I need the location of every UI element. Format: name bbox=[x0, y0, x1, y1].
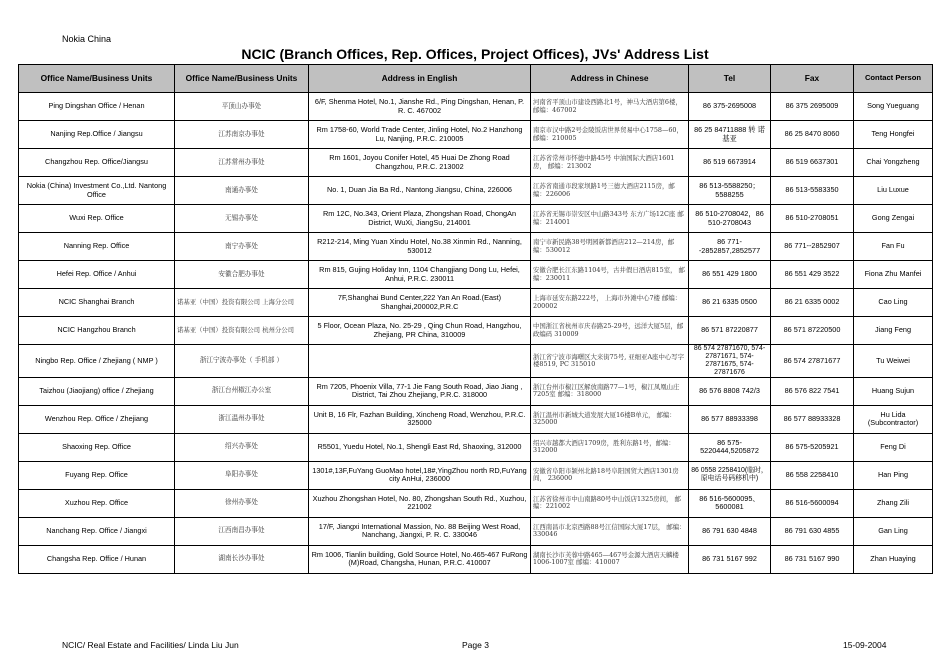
contact-person: Zhang Zili bbox=[854, 489, 933, 517]
office-name-en: Nanchang Rep. Office / Jiangxi bbox=[19, 517, 175, 545]
address-cn: 南京市汉中路2号金陵饭店世界贸易中心1758—60， 邮编：210005 bbox=[531, 121, 689, 149]
tel: 86 771--2852857,2852577 bbox=[689, 233, 771, 261]
tel: 86 576 8808 742/3 bbox=[689, 377, 771, 405]
fax: 86 577 88933328 bbox=[771, 405, 854, 433]
contact-person: Gan Ling bbox=[854, 517, 933, 545]
table-row bbox=[19, 517, 933, 545]
address-en: 1301#,13F,FuYang GuoMao hotel,18#,YingZhou north RD,FuYang city AnHui, 236000 bbox=[309, 461, 531, 489]
contact-person: Cao Ling bbox=[854, 289, 933, 317]
office-name-cn: 绍兴办事处 bbox=[175, 433, 309, 461]
table-row bbox=[19, 289, 933, 317]
office-name-en: NCIC Shanghai Branch bbox=[19, 289, 175, 317]
contact-person: Hu Lida (Subcontractor) bbox=[854, 405, 933, 433]
office-name-cn: 浙江台州椒江办公室 bbox=[175, 377, 309, 405]
table-row bbox=[19, 233, 933, 261]
fax: 86 25 8470 8060 bbox=[771, 121, 854, 149]
contact-person: Teng Hongfei bbox=[854, 121, 933, 149]
address-en: 6/F, Shenma Hotel, No.1, Jianshe Rd., Ping Dingshan, Henan, P. R. C. 467002 bbox=[309, 93, 531, 121]
fax: 86 551 429 3522 bbox=[771, 261, 854, 289]
fax: 86 571 87220500 bbox=[771, 317, 854, 345]
fax: 86 558 2258410 bbox=[771, 461, 854, 489]
office-name-en: Hefei Rep. Office / Anhui bbox=[19, 261, 175, 289]
fax: 86 731 5167 990 bbox=[771, 545, 854, 573]
office-name-cn: 无锡办事处 bbox=[175, 205, 309, 233]
fax: 86 510-2708051 bbox=[771, 205, 854, 233]
address-en: Rm 1601, Joyou Conifer Hotel, 45 Huai De Zhong Road Changzhou, P.R.C. 213002 bbox=[309, 149, 531, 177]
address-cn: 安徽合肥长江东路1104号，古井假日酒店815室， 邮编：230011 bbox=[531, 261, 689, 289]
tel: 86 513-5588250；5588255 bbox=[689, 177, 771, 205]
office-name-en: Ningbo Rep. Office / Zhejiang ( NMP ) bbox=[19, 345, 175, 378]
tel: 86 571 87220877 bbox=[689, 317, 771, 345]
address-cn: 浙江温州市新城大道发展大厦16楼B单元， 邮编：325000 bbox=[531, 405, 689, 433]
table-row bbox=[19, 261, 933, 289]
table-row bbox=[19, 545, 933, 573]
tel: 86 731 5167 992 bbox=[689, 545, 771, 573]
office-name-cn: 江西南昌办事处 bbox=[175, 517, 309, 545]
table-row bbox=[19, 205, 933, 233]
col-header-name-cn: Office Name/Business Units bbox=[175, 65, 309, 93]
office-name-cn: 平顶山办事处 bbox=[175, 93, 309, 121]
address-cn: 江苏省南通市段家坝路1号三德大酒店2115房，邮编：226006 bbox=[531, 177, 689, 205]
address-cn: 河南省平顶山市建设西路北1号，神马大酒店第6楼，邮编：467002 bbox=[531, 93, 689, 121]
address-en: No. 1, Duan Jia Ba Rd., Nantong Jiangsu, China, 226006 bbox=[309, 177, 531, 205]
tel: 86 575-5220444,5205872 bbox=[689, 433, 771, 461]
address-cn: 湖南长沙市芙蓉中路465—467号金源大酒店天麟楼 1006-1007室 邮编：410007 bbox=[531, 545, 689, 573]
tel: 86 519 6673914 bbox=[689, 149, 771, 177]
office-name-cn: 徐州办事处 bbox=[175, 489, 309, 517]
address-en: 17/F, Jiangxi International Massion, No. 88 Beijing West Road, Nanchang, Jiangxi, P. R. C. 330046 bbox=[309, 517, 531, 545]
office-name-en: Nokia (China) Investment Co.,Ltd. Nantong Office bbox=[19, 177, 175, 205]
office-name-cn: 浙江宁波办事处（ 手机部 ） bbox=[175, 345, 309, 378]
table-row bbox=[19, 377, 933, 405]
address-en: Rm 12C, No.343, Orient Plaza, Zhongshan Road, ChongAn District, WuXi, JiangSu, 214001 bbox=[309, 205, 531, 233]
address-cn: 绍兴市越都大酒店1709房，胜利东路1号，邮编：312000 bbox=[531, 433, 689, 461]
office-name-cn: 江苏南京办事处 bbox=[175, 121, 309, 149]
contact-person: Fiona Zhu Manfei bbox=[854, 261, 933, 289]
office-name-cn: 浙江温州办事处 bbox=[175, 405, 309, 433]
office-name-en: Wuxi Rep. Office bbox=[19, 205, 175, 233]
table-row bbox=[19, 93, 933, 121]
fax: 86 791 630 4855 bbox=[771, 517, 854, 545]
office-name-cn: 南通办事处 bbox=[175, 177, 309, 205]
table-row bbox=[19, 121, 933, 149]
tel: 86 551 429 1800 bbox=[689, 261, 771, 289]
office-name-cn: 诺基亚（中国）投资有限公司 杭州分公司 bbox=[175, 317, 309, 345]
office-name-en: Ping Dingshan Office / Henan bbox=[19, 93, 175, 121]
col-header-fax: Fax bbox=[771, 65, 854, 93]
office-name-cn: 诺基亚（中国）投资有限公司 上海分公司 bbox=[175, 289, 309, 317]
address-en: Rm 1006, Tianlin building, Gold Source Hotel, No.465-467 FuRong (M)Road, Changsha, Hunan, P.R.C. 410007 bbox=[309, 545, 531, 573]
office-name-en: Taizhou (Jiaojiang) office / Zhejiang bbox=[19, 377, 175, 405]
address-table bbox=[18, 64, 933, 574]
col-header-address-cn: Address in Chinese bbox=[531, 65, 689, 93]
address-cn: 江西南昌市北京西路88号江信国际大厦17层， 邮编：330046 bbox=[531, 517, 689, 545]
address-en: R5501, Yuedu Hotel, No.1, Shengli East Rd, Shaoxing, 312000 bbox=[309, 433, 531, 461]
address-cn: 中国浙江省杭州市庆春路25-29号，远洋大厦5层，邮政编码 310009 bbox=[531, 317, 689, 345]
tel: 86 21 6335 0500 bbox=[689, 289, 771, 317]
fax: 86 513-5583350 bbox=[771, 177, 854, 205]
address-en: R212-214, Ming Yuan Xindu Hotel, No.38 Xinmin Rd., Nanning, 530012 bbox=[309, 233, 531, 261]
col-header-tel: Tel bbox=[689, 65, 771, 93]
tel: 86 574 27871670, 574-27871671, 574-27871675, 574-27871676 bbox=[689, 345, 771, 378]
office-name-en: Xuzhou Rep. Office bbox=[19, 489, 175, 517]
col-header-contact: Contact Person bbox=[854, 65, 933, 93]
address-en: Unit B, 16 Flr, Fazhan Building, Xincheng Road, Wenzhou, P.R.C. 325000 bbox=[309, 405, 531, 433]
office-name-cn: 南宁办事处 bbox=[175, 233, 309, 261]
tel: 86 25 84711888 转 诺基亚 bbox=[689, 121, 771, 149]
office-name-en: Shaoxing Rep. Office bbox=[19, 433, 175, 461]
fax: 86 516-5600094 bbox=[771, 489, 854, 517]
table-row bbox=[19, 345, 933, 378]
address-cn: 江苏省常州市怀德中路45号 中油国际大酒店1601房， 邮编：213002 bbox=[531, 149, 689, 177]
contact-person: Fan Fu bbox=[854, 233, 933, 261]
office-name-en: Nanjing Rep.Office / Jiangsu bbox=[19, 121, 175, 149]
office-name-en: NCIC Hangzhou Branch bbox=[19, 317, 175, 345]
fax: 86 575-5205921 bbox=[771, 433, 854, 461]
address-cn: 浙江省宁波市海曙区大来街75号, 亚细亚A座中心写字楼8519, PC 315010 bbox=[531, 345, 689, 378]
table-row bbox=[19, 177, 933, 205]
contact-person: Feng Di bbox=[854, 433, 933, 461]
office-name-cn: 湖南长沙办事处 bbox=[175, 545, 309, 573]
contact-person: Liu Luxue bbox=[854, 177, 933, 205]
office-name-en: Nanning Rep. Office bbox=[19, 233, 175, 261]
address-en: Xuzhou Zhongshan Hotel, No. 80, Zhongshan South Rd., Xuzhou, 221002 bbox=[309, 489, 531, 517]
contact-person: Chai Yongzheng bbox=[854, 149, 933, 177]
page-number: Page 3 bbox=[462, 640, 489, 650]
fax: 86 21 6335 0002 bbox=[771, 289, 854, 317]
address-en: Rm 1758-60, World Trade Center, Jinling Hotel, No.2 Hanzhong Lu, Nanjing, P.R.C. 210005 bbox=[309, 121, 531, 149]
table-row bbox=[19, 433, 933, 461]
office-name-en: Fuyang Rep. Office bbox=[19, 461, 175, 489]
fax: 86 574 27871677 bbox=[771, 345, 854, 378]
fax: 86 576 822 7541 bbox=[771, 377, 854, 405]
address-en: Rm 7205, Phoenix Villa, 77-1 Jie Fang South Road, Jiao Jiang , District, Tai Zhou Zhejiang, P.R.C. 318000 bbox=[309, 377, 531, 405]
contact-person: Zhan Huaying bbox=[854, 545, 933, 573]
tel: 86 0558 2258410(临时，原电话号码移机中) bbox=[689, 461, 771, 489]
contact-person: Gong Zengai bbox=[854, 205, 933, 233]
tel: 86 516-5600095、5600081 bbox=[689, 489, 771, 517]
address-cn: 安徽省阜阳市颍州北路18号阜阳国贸大酒店1301房间， 236000 bbox=[531, 461, 689, 489]
table-row bbox=[19, 405, 933, 433]
fax: 86 771--2852907 bbox=[771, 233, 854, 261]
table-row bbox=[19, 317, 933, 345]
office-name-cn: 阜阳办事处 bbox=[175, 461, 309, 489]
address-cn: 上海市延安东路222号， 上海市外滩中心7楼 邮编：200002 bbox=[531, 289, 689, 317]
address-en: 7F,Shanghai Bund Center,222 Yan An Road.(East) Shanghai,200002,P.R.C bbox=[309, 289, 531, 317]
tel: 86 510-2708042，86 510-2708043 bbox=[689, 205, 771, 233]
tel: 86 791 630 4848 bbox=[689, 517, 771, 545]
office-name-en: Changzhou Rep. Office/Jiangsu bbox=[19, 149, 175, 177]
address-en: Rm 815, Gujing Holiday Inn, 1104 Changjiang Dong Lu, Hefei, Anhui, P.R.C. 230011 bbox=[309, 261, 531, 289]
contact-person: Han Ping bbox=[854, 461, 933, 489]
office-name-cn: 安徽合肥办事处 bbox=[175, 261, 309, 289]
fax: 86 375 2695009 bbox=[771, 93, 854, 121]
contact-person: Huang Sujun bbox=[854, 377, 933, 405]
table-row bbox=[19, 489, 933, 517]
address-cn: 南宁市新民路38号明园新都酒店212—214房，邮编：530012 bbox=[531, 233, 689, 261]
office-name-en: Changsha Rep. Office / Hunan bbox=[19, 545, 175, 573]
contact-person: Jiang Feng bbox=[854, 317, 933, 345]
address-en: 5 Floor, Ocean Plaza, No. 25-29 , Qing Chun Road, Hangzhou, Zhejiang, PR China, 310009 bbox=[309, 317, 531, 345]
page-title: NCIC (Branch Offices, Rep. Offices, Project Offices), JVs' Address List bbox=[241, 46, 709, 62]
address-cn: 浙江台州市椒江区解放南路77—1号，椒江凤凰山庄7205室 邮编：318000 bbox=[531, 377, 689, 405]
table-row bbox=[19, 461, 933, 489]
tel: 86 375-2695008 bbox=[689, 93, 771, 121]
col-header-address-en: Address in English bbox=[309, 65, 531, 93]
fax: 86 519 6637301 bbox=[771, 149, 854, 177]
footer-author: NCIC/ Real Estate and Facilities/ Linda Liu Jun bbox=[62, 640, 239, 650]
address-cn: 江苏省无锡市崇安区中山路343号 东方广场12C座 邮编：214001 bbox=[531, 205, 689, 233]
address-cn: 江苏省徐州市中山南路80号中山饭店1325房间， 邮编：221002 bbox=[531, 489, 689, 517]
office-name-cn: 江苏常州办事处 bbox=[175, 149, 309, 177]
col-header-name-en: Office Name/Business Units bbox=[19, 65, 175, 93]
address-en bbox=[309, 345, 531, 378]
company-name: Nokia China bbox=[62, 34, 112, 44]
contact-person: Song Yueguang bbox=[854, 93, 933, 121]
office-name-en: Wenzhou Rep. Office / Zhejiang bbox=[19, 405, 175, 433]
header-row bbox=[19, 65, 933, 93]
contact-person: Tu Weiwei bbox=[854, 345, 933, 378]
footer-date: 15-09-2004 bbox=[843, 640, 887, 650]
table-row bbox=[19, 149, 933, 177]
tel: 86 577 88933398 bbox=[689, 405, 771, 433]
